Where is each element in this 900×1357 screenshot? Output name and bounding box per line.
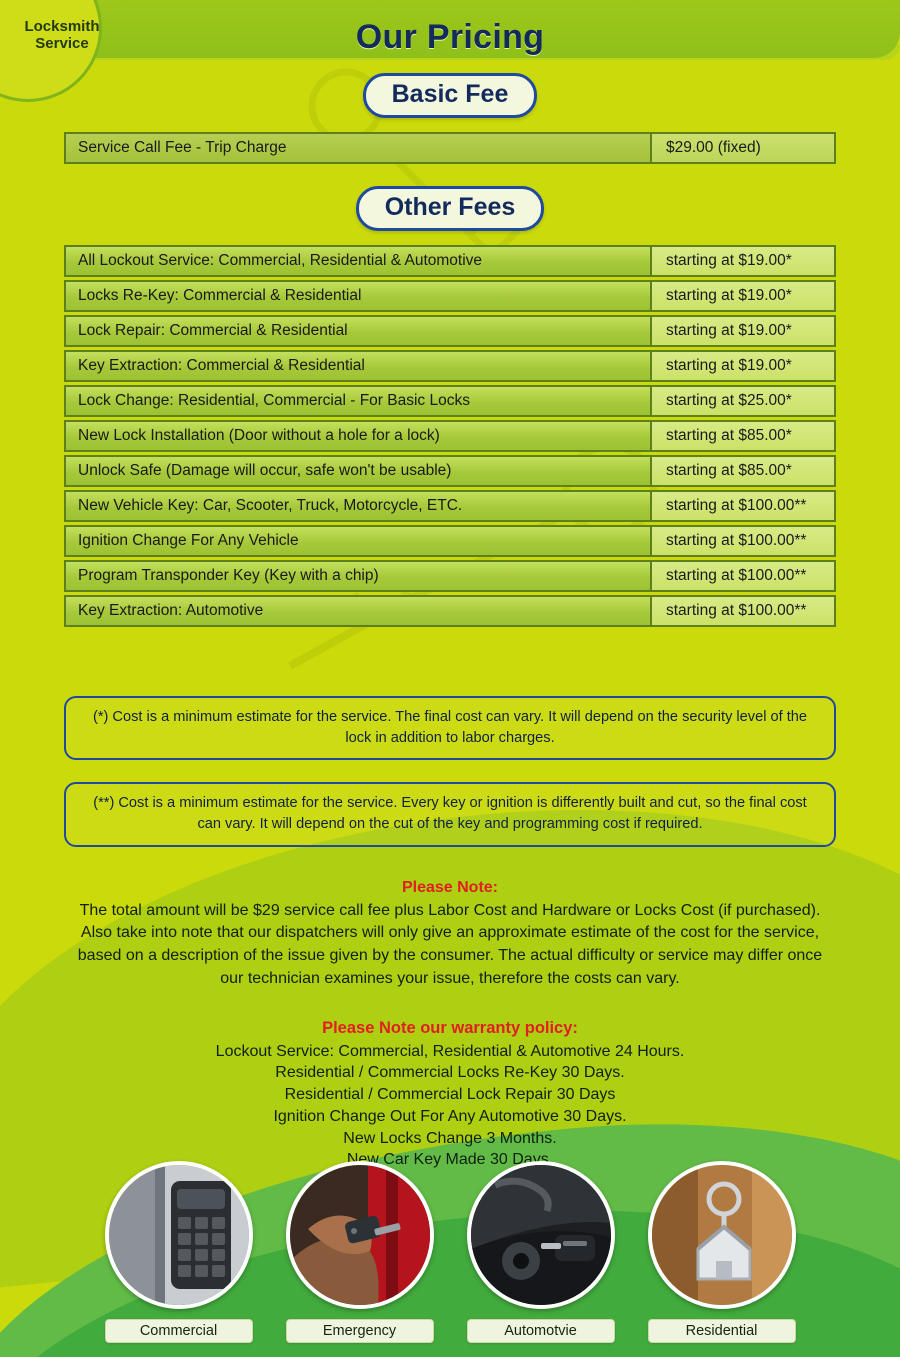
service-price: starting at $25.00*	[652, 387, 834, 415]
service-price: starting at $19.00*	[652, 352, 834, 380]
service-name: All Lockout Service: Commercial, Residential & Automotive	[66, 247, 652, 275]
service-name: Ignition Change For Any Vehicle	[66, 527, 652, 555]
service-price: starting at $19.00*	[652, 317, 834, 345]
table-row	[64, 595, 836, 627]
footnote-single-asterisk: (*) Cost is a minimum estimate for the service. The final cost can vary. It will depend on the security level of the lock in addition to labor charges.	[64, 696, 836, 760]
service-name: Service Call Fee - Trip Charge	[66, 134, 652, 162]
footnote-double-asterisk: (**) Cost is a minimum estimate for the service. Every key or ignition is differently built and cut, so the final cost can vary. It will depend on the cut of the key and programming cost if required.	[64, 782, 836, 846]
logo-line-2: Service	[35, 35, 89, 53]
logo-line-1: Locksmith	[24, 18, 100, 35]
basic-fee-heading: Basic Fee	[363, 73, 538, 118]
service-price: starting at $100.00**	[652, 527, 834, 555]
house-keychain-photo	[648, 1161, 796, 1309]
warranty-line: Lockout Service: Commercial, Residential & Automotive 24 Hours.	[215, 1042, 685, 1060]
basic-fee-table	[64, 132, 836, 164]
table-row	[64, 420, 836, 452]
card-label: Commercial	[105, 1319, 253, 1343]
service-category-cards	[0, 1161, 900, 1343]
page-title: Our Pricing	[355, 18, 545, 56]
table-row	[64, 350, 836, 382]
table-row	[64, 280, 836, 312]
card-label: Automotvie	[467, 1319, 615, 1343]
service-price: starting at $85.00*	[652, 457, 834, 485]
card-label: Residential	[648, 1319, 796, 1343]
table-row	[64, 560, 836, 592]
car-key-hand-photo	[286, 1161, 434, 1309]
service-name: New Vehicle Key: Car, Scooter, Truck, Motorcycle, ETC.	[66, 492, 652, 520]
warranty-line: Residential / Commercial Locks Re-Key 30 Days.	[275, 1064, 625, 1082]
card-commercial[interactable]	[105, 1161, 253, 1343]
service-price: starting at $19.00*	[652, 247, 834, 275]
service-price: starting at $100.00**	[652, 597, 834, 625]
please-note-heading: Please Note:	[401, 878, 499, 896]
please-note-body: The total amount will be $29 service call fee plus Labor Cost and Hardware or Locks Cost (if purchased). Also take into note that our dispatchers will only give an approximate estimate of the cost for the service, based on a description of the issue given by the consumer. The actual difficulty or service may differ once our technician examines your issue, therefore the costs can vary.	[77, 901, 823, 987]
table-row	[64, 490, 836, 522]
service-price: $29.00 (fixed)	[652, 134, 834, 162]
basic-fee-heading-wrap	[0, 73, 900, 118]
warranty-line: New Car Key Made 30 Days.	[346, 1151, 554, 1169]
table-row	[64, 132, 836, 164]
service-name: New Lock Installation (Door without a hole for a lock)	[66, 422, 652, 450]
service-price: starting at $85.00*	[652, 422, 834, 450]
table-row	[64, 525, 836, 557]
service-name: Unlock Safe (Damage will occur, safe won't be usable)	[66, 457, 652, 485]
table-row	[64, 315, 836, 347]
other-fees-heading: Other Fees	[356, 186, 545, 231]
table-row	[64, 245, 836, 277]
service-price: starting at $100.00**	[652, 562, 834, 590]
table-row	[64, 385, 836, 417]
warranty-line: Residential / Commercial Lock Repair 30 Days	[284, 1086, 616, 1103]
car-ignition-key-photo	[467, 1161, 615, 1309]
footnotes	[64, 696, 836, 847]
warranty-line: New Locks Change 3 Months.	[343, 1129, 557, 1147]
other-fees-heading-wrap	[0, 186, 900, 231]
service-name: Locks Re-Key: Commercial & Residential	[66, 282, 652, 310]
please-note-block	[70, 879, 830, 991]
card-automotive[interactable]	[467, 1161, 615, 1343]
table-row	[64, 455, 836, 487]
service-name: Lock Repair: Commercial & Residential	[66, 317, 652, 345]
other-fees-table	[64, 245, 836, 627]
card-emergency[interactable]	[286, 1161, 434, 1343]
service-name: Key Extraction: Automotive	[66, 597, 652, 625]
service-name: Lock Change: Residential, Commercial - For Basic Locks	[66, 387, 652, 415]
service-price: starting at $100.00**	[652, 492, 834, 520]
service-price: starting at $19.00*	[652, 282, 834, 310]
card-residential[interactable]	[648, 1161, 796, 1343]
warranty-block	[70, 1019, 830, 1172]
service-name: Program Transponder Key (Key with a chip)	[66, 562, 652, 590]
service-name: Key Extraction: Commercial & Residential	[66, 352, 652, 380]
warranty-heading: Please Note our warranty policy:	[322, 1018, 578, 1037]
card-label: Emergency	[286, 1319, 434, 1343]
warranty-line: Ignition Change Out For Any Automotive 30 Days.	[273, 1107, 627, 1125]
keypad-lock-photo	[105, 1161, 253, 1309]
